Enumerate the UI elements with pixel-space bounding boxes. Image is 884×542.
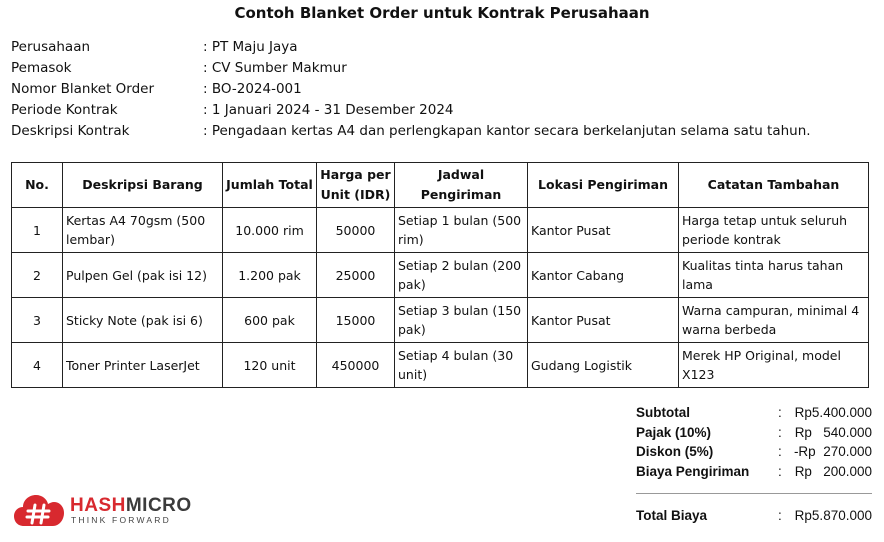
table-row [12,298,869,343]
cell-notes: Merek HP Original, model X123 [679,343,869,388]
info-value: : CV Sumber Makmur [203,59,347,77]
cell-notes: Kualitas tinta harus tahan lama [679,253,869,298]
summary-label: Biaya Pengiriman [636,463,750,479]
cell-no: 3 [12,298,63,343]
summary-colon: : [778,463,782,479]
info-label: Pemasok [11,60,72,76]
logo-brand [70,495,192,517]
hashmicro-logo [14,492,204,528]
summary-row-discount [636,442,872,462]
info-label: Periode Kontrak [11,102,118,118]
summary-colon: : [778,424,782,440]
summary-row-tax [636,423,872,443]
summary-value: Rp5.870.000 [794,508,872,523]
column-header-quantity: Jumlah Total [223,163,317,208]
cell-notes: Warna campuran, minimal 4 warna berbeda [679,298,869,343]
info-value: : BO-2024-001 [203,80,302,98]
cell-price: 50000 [317,208,395,253]
cell-no: 4 [12,343,63,388]
cell-schedule: Setiap 1 bulan (500 rim) [395,208,528,253]
cell-price: 25000 [317,253,395,298]
summary-value: -Rp 270.000 [793,444,872,459]
cell-quantity: 600 pak [223,298,317,343]
info-value: : PT Maju Jaya [203,38,298,56]
cell-description: Sticky Note (pak isi 6) [63,298,223,343]
info-label: Deskripsi Kontrak [11,123,130,139]
table-row [12,253,869,298]
column-header-notes: Catatan Tambahan [679,163,869,208]
cell-quantity: 120 unit [223,343,317,388]
document-title: Contoh Blanket Order untuk Kontrak Perusahaan [234,4,650,22]
summary-colon: : [778,405,782,420]
summary-row-total [636,506,872,526]
summary-row-subtotal [636,403,872,423]
table-header-row [12,163,869,208]
info-label: Nomor Blanket Order [11,81,155,97]
cell-schedule: Setiap 2 bulan (200 pak) [395,253,528,298]
logo-brand-dark: MICRO [125,495,192,516]
info-label: Perusahaan [11,39,91,55]
order-items-table [11,162,869,388]
column-header-description: Deskripsi Barang [63,163,223,208]
cell-schedule: Setiap 3 bulan (150 pak) [395,298,528,343]
cell-description: Pulpen Gel (pak isi 12) [63,253,223,298]
summary-label: Subtotal [636,405,690,420]
cell-location: Gudang Logistik [528,343,679,388]
column-header-location: Lokasi Pengiriman [528,163,679,208]
cell-notes: Harga tetap untuk seluruh periode kontrak [679,208,869,253]
column-header-price: Harga per Unit (IDR) [317,163,395,208]
table-row [12,208,869,253]
summary-row-shipping [636,462,872,482]
cell-price: 450000 [317,343,395,388]
summary-label: Diskon (5%) [636,444,714,459]
summary-colon: : [778,444,782,459]
summary-value: Rp 540.000 [794,424,872,440]
logo-brand-red: HASH [70,495,126,516]
cell-no: 2 [12,253,63,298]
summary-label: Pajak (10%) [636,424,712,440]
summary-value: Rp 200.000 [794,463,872,479]
cell-quantity: 10.000 rim [223,208,317,253]
cell-description: Toner Printer LaserJet [63,343,223,388]
cost-summary [636,403,872,526]
info-value: : 1 Januari 2024 - 31 Desember 2024 [203,101,454,119]
cell-schedule: Setiap 4 bulan (30 unit) [395,343,528,388]
summary-divider [636,493,872,494]
cell-no: 1 [12,208,63,253]
cell-description: Kertas A4 70gsm (500 lembar) [63,208,223,253]
table-row [12,343,869,388]
cell-location: Kantor Pusat [528,298,679,343]
info-value: : Pengadaan kertas A4 dan perlengkapan kantor secara berkelanjutan selama satu tahun. [203,122,811,140]
summary-colon: : [778,508,782,523]
summary-value: Rp5.400.000 [794,405,872,420]
summary-label: Total Biaya [636,508,708,523]
logo-tagline: THINK FORWARD [71,515,171,525]
column-header-no: No. [12,163,63,208]
cell-price: 15000 [317,298,395,343]
cloud-hash-icon [14,492,64,528]
column-header-schedule: Jadwal Pengiriman [395,163,528,208]
cell-location: Kantor Pusat [528,208,679,253]
cell-location: Kantor Cabang [528,253,679,298]
cell-quantity: 1.200 pak [223,253,317,298]
